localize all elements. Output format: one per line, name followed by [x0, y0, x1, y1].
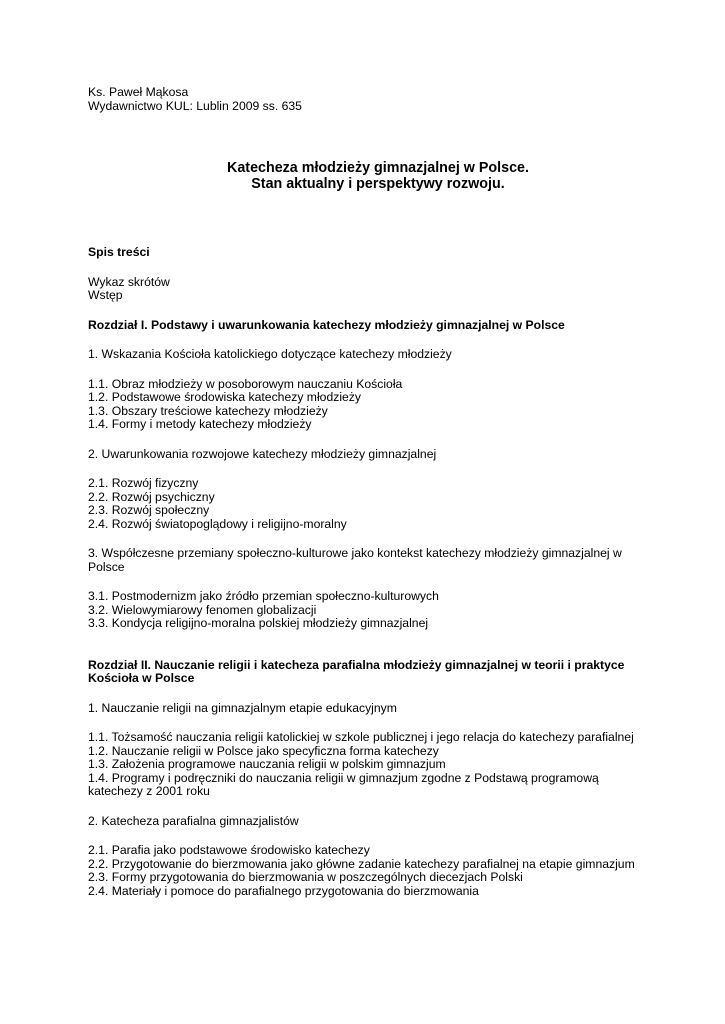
toc-entry: 3.3. Kondycja religijno-moralna polskiej młodzieży gimnazjalnej: [88, 616, 429, 630]
toc-entry: 3. Współczesne przemiany społeczno-kulturowe jako kontekst katechezy młodzieży gimnazjalnej w: [88, 546, 622, 560]
chapter-1-section-3: [88, 547, 648, 574]
chapter-1-section-2-items: [88, 477, 648, 531]
toc-entry: Polsce: [88, 559, 125, 574]
toc-entry: Wykaz skrótów: [88, 274, 170, 289]
title-line-1: Katecheza młodzieży gimnazjalnej w Polsce.: [227, 160, 529, 176]
document-meta: [88, 86, 648, 113]
author: Ks. Paweł Mąkosa: [88, 85, 189, 99]
publisher-line: Wydawnictwo KUL: Lublin 2009 ss. 635: [88, 98, 302, 113]
toc-entry: 2.4. Materiały i pomoce do parafialnego przygotowania do bierzmowania: [88, 883, 479, 898]
chapter-2-section-2: 2. Katecheza parafialna gimnazjalistów: [88, 813, 299, 828]
toc-entry: 3.1. Postmodernizm jako źródło przemian społeczno-kulturowych: [88, 589, 439, 603]
title-line-2: Stan aktualny i perspektywy rozwoju.: [251, 176, 505, 192]
chapter-1-section-1: 1. Wskazania Kościoła katolickiego dotyczące katechezy młodzieży: [88, 347, 452, 361]
chapter-2-title: [88, 659, 648, 686]
toc-entry: 1.4. Formy i metody katechezy młodzieży: [88, 417, 312, 431]
toc-heading: Spis treści: [88, 245, 150, 259]
chapter-1-section-2: 2. Uwarunkowania rozwojowe katechezy młodzieży gimnazjalnej: [88, 446, 437, 461]
toc-entry: 1.2. Nauczanie religii w Polsce jako specyficzna forma katechezy: [88, 743, 439, 758]
toc-entry: 2.1. Parafia jako podstawowe środowisko katechezy: [88, 843, 370, 857]
chapter-2-title-line-1: Rozdział II. Nauczanie religii i katecheza parafialna młodzieży gimnazjalnej w teorii i praktyce: [88, 657, 625, 672]
toc-entry: Wstęp: [88, 288, 123, 302]
toc-entry: 1.3. Założenia programowe nauczania religii w polskim gimnazjum: [88, 757, 446, 771]
toc-entry: 3.2. Wielowymiarowy fenomen globalizacji: [88, 602, 317, 617]
toc-front-matter: [88, 276, 648, 303]
chapter-2-section-1-items: [88, 731, 648, 799]
document-title: [88, 160, 648, 192]
toc-entry: 1.1. Obraz młodzieży w posoborowym nauczaniu Kościoła: [88, 376, 403, 391]
chapter-2-section-2-items: [88, 844, 648, 898]
toc-entry: 1.4. Programy i podręczniki do nauczania religii w gimnazjum zgodne z Podstawą programową: [88, 770, 599, 785]
chapter-1-title: Rozdział I. Podstawy i uwarunkowania katechezy młodzieży gimnazjalnej w Polsce: [88, 317, 565, 332]
toc-entry: 2.4. Rozwój światopoglądowy i religijno-moralny: [88, 516, 347, 531]
chapter-1-section-3-items: [88, 590, 648, 631]
toc-entry: 2.3. Rozwój społeczny: [88, 503, 210, 517]
toc-entry: 1.2. Podstawowe środowiska katechezy młodzieży: [88, 390, 361, 404]
chapter-2-section-1: 1. Nauczanie religii na gimnazjalnym etapie edukacyjnym: [88, 700, 397, 715]
toc-entry: 2.2. Rozwój psychiczny: [88, 489, 215, 504]
toc-entry: 2.3. Formy przygotowania do bierzmowania w poszczególnych diecezjach Polski: [88, 870, 523, 884]
toc-entry: katechezy z 2001 roku: [88, 784, 210, 798]
toc-entry: 1.1. Tożsamość nauczania religii katolickiej w szkole publicznej i jego relacja do katechezy parafialnej: [88, 730, 634, 744]
toc-entry: 1.3. Obszary treściowe katechezy młodzieży: [88, 403, 328, 418]
toc-entry: 2.2. Przygotowanie do bierzmowania jako główne zadanie katechezy parafialnej na etapie gimnazjum: [88, 856, 635, 871]
document-page: [88, 86, 648, 898]
chapter-2-title-line-2: Kościoła w Polsce: [88, 671, 195, 685]
toc-entry: 2.1. Rozwój fizyczny: [88, 476, 199, 490]
chapter-1-section-1-items: [88, 378, 648, 432]
